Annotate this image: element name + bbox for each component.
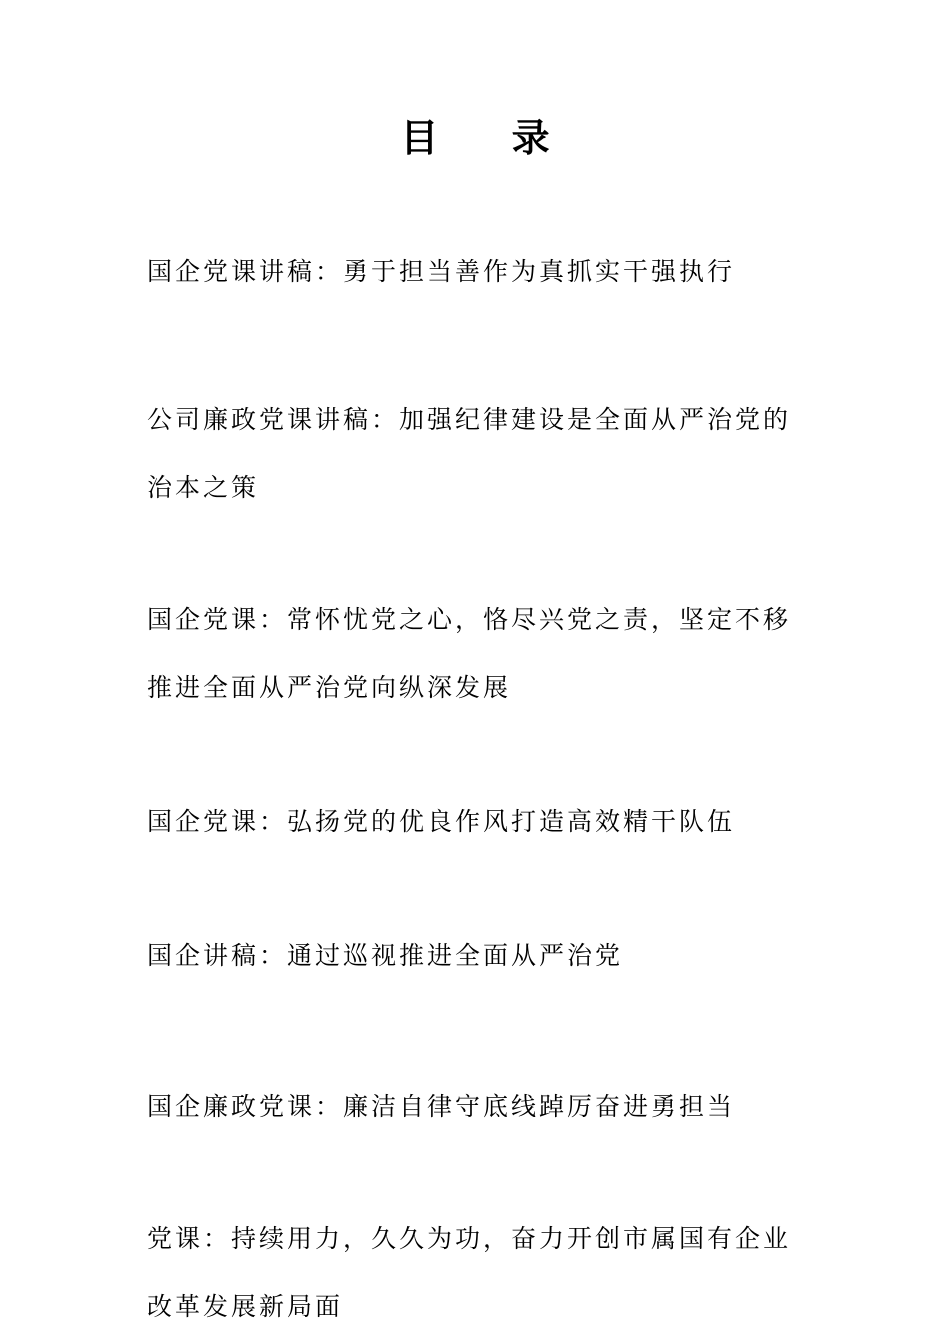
toc-entry-2[interactable]: 公司廉政党课讲稿：加强纪律建设是全面从严治党的治本之策 (147, 405, 792, 502)
toc-entry-3[interactable]: 国企党课：常怀忧党之心，恪尽兴党之责，坚定不移推进全面从严治党向纵深发展 (147, 605, 792, 702)
toc-entry-7[interactable]: 党课：持续用力，久久为功，奋力开创市属国有企业改革发展新局面 (147, 1224, 792, 1321)
toc-entry-1[interactable]: 国企党课讲稿：勇于担当善作为真抓实干强执行 (147, 257, 736, 286)
toc-entry-4[interactable]: 国企党课：弘扬党的优良作风打造高效精干队伍 (147, 807, 736, 836)
toc-entry-5[interactable]: 国企讲稿：通过巡视推进全面从严治党 (147, 941, 624, 970)
page-title: 目 录 (400, 116, 580, 160)
toc-entry-6[interactable]: 国企廉政党课：廉洁自律守底线踔厉奋进勇担当 (147, 1092, 736, 1121)
